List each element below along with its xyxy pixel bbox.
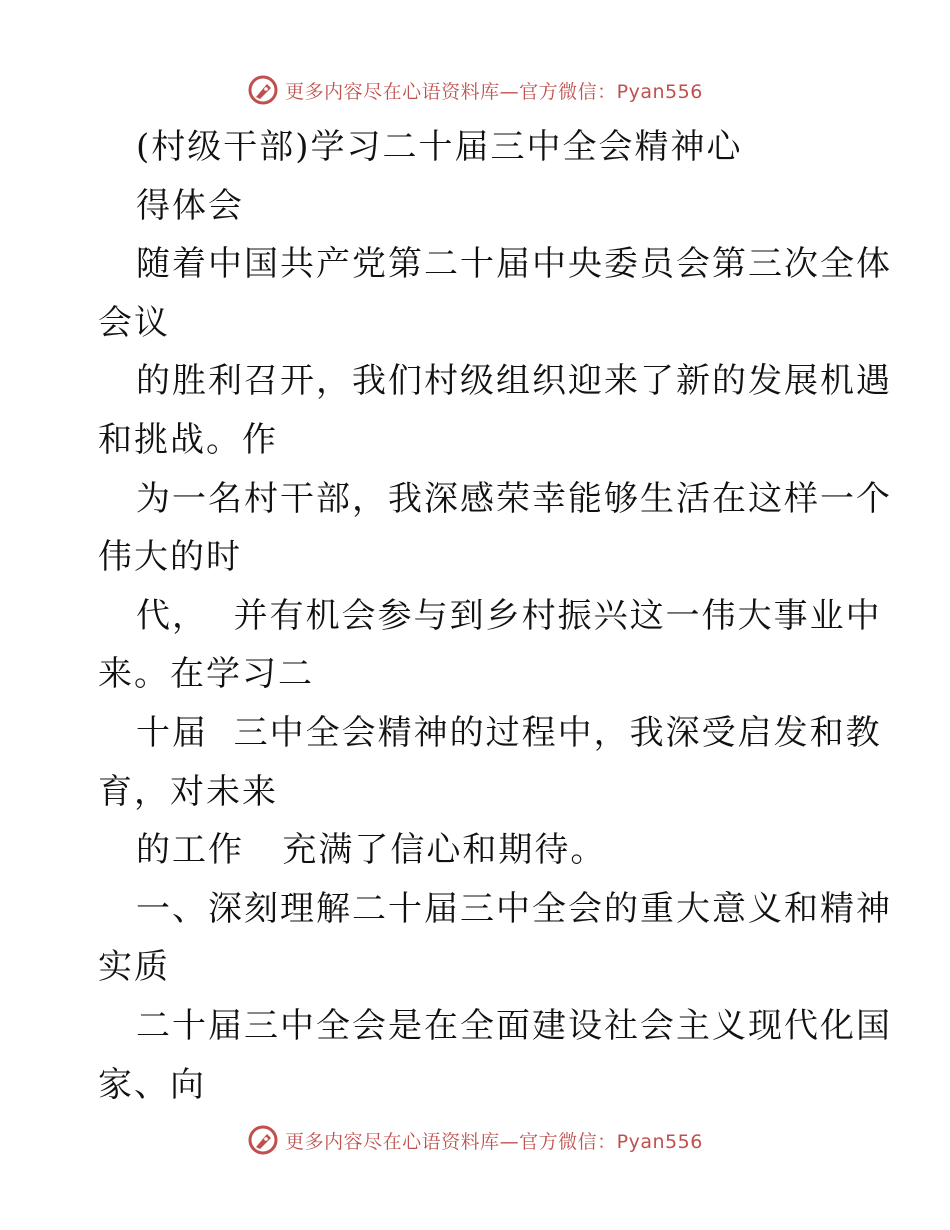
pen-nib-logo-icon: [247, 1124, 279, 1156]
paragraph-line: 家、向: [98, 1064, 206, 1105]
pen-nib-logo-icon: [247, 74, 279, 106]
paragraph-line: 伟大的时: [98, 537, 242, 578]
watermark-text: 更多内容尽在心语资料库—官方微信：Pyan556: [285, 1130, 703, 1153]
section-heading-line: 实质: [98, 947, 170, 988]
paragraph-line: 的胜利召开，我们村级组织迎来了新的发展机遇: [136, 361, 892, 402]
paragraph-line: 育，对未来: [98, 771, 278, 812]
paragraph-line: 二十届三中全会是在全面建设社会主义现代化国: [136, 1005, 892, 1046]
watermark-text: 更多内容尽在心语资料库—官方微信：Pyan556: [285, 80, 703, 103]
document-body: [98, 118, 892, 1114]
paragraph-line: 来。在学习二: [98, 654, 314, 695]
paragraph-line: 随着中国共产党第二十届中央委员会第三次全体: [136, 244, 892, 285]
footer-watermark: [0, 1120, 950, 1160]
title-line-2: 得体会: [136, 185, 244, 226]
title-line-1: (村级干部)学习二十届三中全会精神心: [136, 127, 743, 167]
paragraph-line: 和挑战。作: [98, 419, 278, 460]
paragraph-line: 代， 并有机会参与到乡村振兴这一伟大事业中: [136, 595, 882, 636]
paragraph-line: 会议: [98, 302, 170, 343]
paragraph-line: 为一名村干部，我深感荣幸能够生活在这样一个: [136, 478, 892, 519]
header-watermark: [0, 70, 950, 110]
section-heading-line: 一、深刻理解二十届三中全会的重大意义和精神: [136, 888, 892, 929]
paragraph-line: 十届 三中全会精神的过程中，我深受启发和教: [136, 712, 882, 753]
paragraph-line: 的工作 充满了信心和期待。: [136, 830, 607, 871]
